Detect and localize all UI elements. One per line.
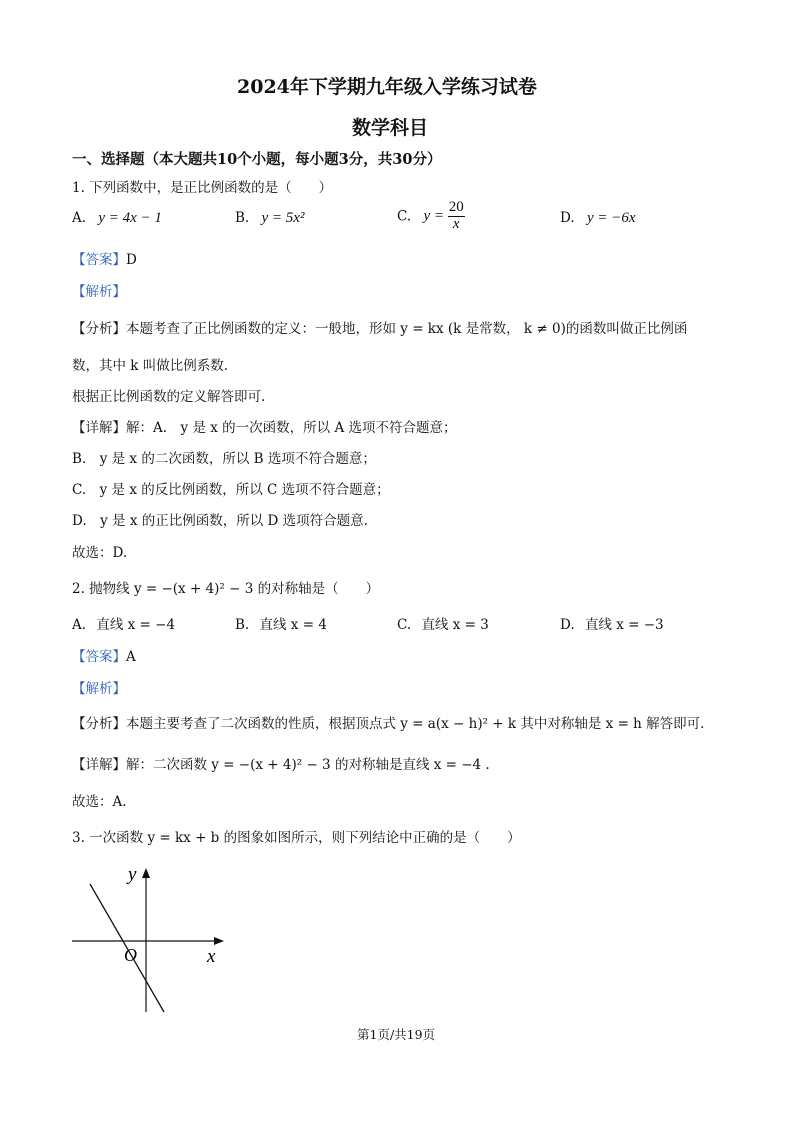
q1-detail-d: D. y 是 x 的正比例函数，所以 D 选项符合题意. [72, 513, 368, 529]
q2-option-c [397, 613, 489, 633]
q1-option-c-fraction [448, 200, 465, 233]
q1-detail-a-text: 解：A. y 是 x 的一次函数，所以 A 选项不符合题意； [126, 420, 457, 436]
q1-option-b-expr: y = 5x² [261, 210, 305, 226]
fenxi-tag: 【分析】 [72, 321, 126, 337]
exam-title: 2024年下学期九年级入学练习试卷 [237, 76, 537, 98]
y-axis-arrow [142, 868, 150, 878]
q1-fenxi-text-1: 本题考查了正比例函数的定义：一般地，形如 y = kx (k 是常数， k ≠ 0)的函数叫做正比例函 [126, 321, 688, 337]
q3-graph [66, 862, 236, 1022]
q1-option-a-label: A. [72, 210, 87, 226]
q2-option-d [560, 613, 664, 633]
q3-stem: 3. 一次函数 y = kx + b 的图象如图所示，则下列结论中正确的是（ ） [72, 830, 521, 846]
q2-detail [72, 753, 490, 773]
q1-option-b [235, 210, 304, 227]
q1-option-c-denominator: x [452, 215, 460, 232]
detail-tag: 【详解】 [72, 757, 126, 773]
q1-option-d-expr: y = −6x [586, 210, 636, 226]
q2-option-c-expr: 直线 x = 3 [421, 617, 489, 633]
q2-choice: 故选：A. [72, 794, 127, 810]
q2-jiexi-tag: 【解析】 [72, 681, 126, 697]
q2-option-c-label: C. [397, 617, 412, 633]
q1-stem: 1. 下列函数中，是正比例函数的是（ ） [72, 180, 333, 196]
origin-label: O [124, 945, 137, 965]
q2-stem: 2. 抛物线 y = −(x + 4)² − 3 的对称轴是（ ） [72, 581, 380, 597]
detail-tag: 【详解】 [72, 420, 126, 436]
section-heading: 一、选择题（本大题共10个小题，每小题3分，共30分） [72, 151, 442, 168]
q2-option-a-expr: 直线 x = −4 [96, 617, 176, 633]
q2-option-a [72, 613, 175, 633]
q1-option-c-label: C. [397, 208, 412, 225]
q1-option-b-label: B. [235, 210, 250, 226]
q1-detail-c: C. y 是 x 的反比例函数，所以 C 选项不符合题意； [72, 482, 390, 498]
q2-answer-value: A [126, 649, 136, 665]
q1-detail-b: B. y 是 x 的二次函数，所以 B 选项不符合题意； [72, 451, 376, 467]
q2-fenxi [72, 712, 704, 732]
subject-title: 数学科目 [352, 117, 429, 139]
q2-fenxi-text: 本题主要考查了二次函数的性质，根据顶点式 y = a(x − h)² + k 其中对称轴是 x = h 解答即可. [126, 716, 705, 732]
page-number: 第1页/共19页 [357, 1027, 436, 1042]
answer-tag: 【答案】 [72, 649, 126, 665]
q1-note: 根据正比例函数的定义解答即可. [72, 389, 266, 405]
q1-option-a-expr: y = 4x − 1 [98, 210, 162, 226]
answer-tag: 【答案】 [72, 252, 126, 268]
q2-option-d-label: D. [560, 617, 575, 633]
q1-fenxi-line1 [72, 317, 687, 337]
q1-answer-value: D [126, 252, 137, 268]
q2-answer [72, 645, 136, 665]
q2-option-b-label: B. [235, 617, 250, 633]
q1-choice: 故选：D. [72, 545, 128, 561]
x-axis-label: x [207, 946, 216, 967]
q1-jiexi-tag: 【解析】 [72, 284, 126, 300]
x-axis-arrow [214, 937, 224, 945]
q2-option-b [235, 613, 327, 633]
q2-option-b-expr: 直线 x = 4 [259, 617, 327, 633]
q1-option-c [397, 200, 465, 233]
fenxi-tag: 【分析】 [72, 716, 126, 732]
q1-option-c-lhs: y = [423, 207, 448, 224]
y-axis-label: y [128, 864, 137, 885]
q1-option-d-label: D. [560, 210, 575, 226]
q2-option-a-label: A. [72, 617, 87, 633]
q1-fenxi-line2: 数，其中 k 叫做比例系数. [72, 358, 229, 374]
q1-detail-a [72, 416, 457, 436]
q2-detail-text: 解：二次函数 y = −(x + 4)² − 3 的对称轴是直线 x = −4 . [126, 757, 490, 773]
q1-option-a [72, 210, 162, 227]
q1-answer [72, 248, 137, 268]
q2-option-d-expr: 直线 x = −3 [584, 617, 664, 633]
q1-option-c-numerator: 20 [448, 199, 464, 215]
q1-option-d [560, 210, 636, 227]
